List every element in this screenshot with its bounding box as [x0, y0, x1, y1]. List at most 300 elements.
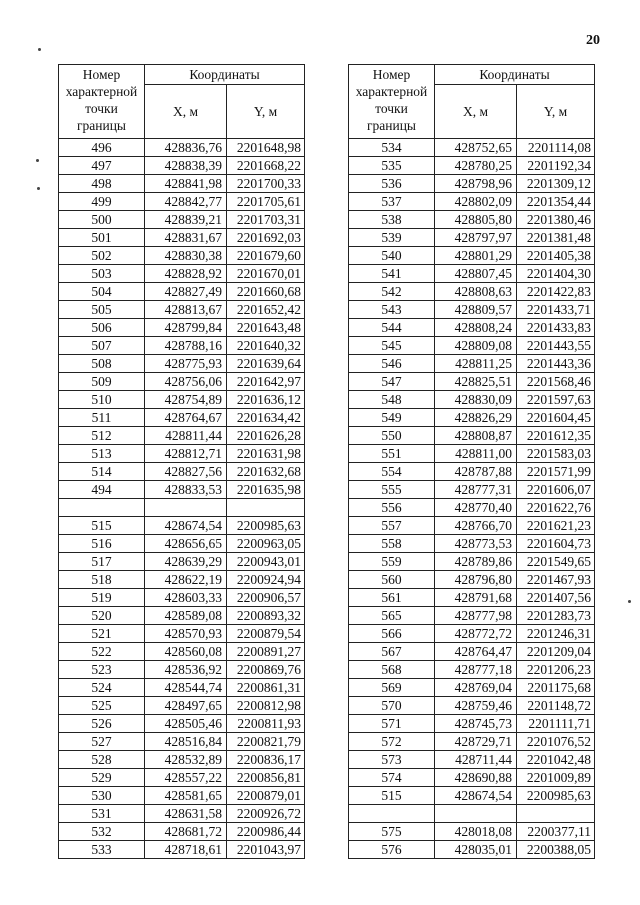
table-row	[349, 463, 595, 481]
table-row	[349, 265, 595, 283]
point-number-cell: 572	[349, 733, 435, 751]
table-row	[59, 625, 305, 643]
x-coordinate-cell: 428690,88	[435, 769, 517, 787]
y-coordinate-cell: 2200388,05	[517, 841, 595, 859]
y-coordinate-cell: 2201422,83	[517, 283, 595, 301]
x-coordinate-cell: 428827,49	[145, 283, 227, 301]
y-coordinate-cell: 2201043,97	[227, 841, 305, 859]
x-coordinate-cell: 428809,57	[435, 301, 517, 319]
x-coordinate-cell: 428536,92	[145, 661, 227, 679]
y-coordinate-cell: 2200879,01	[227, 787, 305, 805]
point-number-cell: 497	[59, 157, 145, 175]
x-coordinate-cell: 428516,84	[145, 733, 227, 751]
x-coordinate-cell: 428808,63	[435, 283, 517, 301]
y-coordinate-cell: 2200926,72	[227, 805, 305, 823]
x-coordinate-cell: 428754,89	[145, 391, 227, 409]
table-row	[59, 769, 305, 787]
table-row	[349, 283, 595, 301]
point-number-cell: 529	[59, 769, 145, 787]
y-coordinate-cell: 2200836,17	[227, 751, 305, 769]
point-number-cell: 571	[349, 715, 435, 733]
table-row	[349, 751, 595, 769]
header-point-number: Номер характерной точки границы	[349, 65, 435, 139]
table-row	[59, 715, 305, 733]
y-coordinate-cell: 2201643,48	[227, 319, 305, 337]
header-coordinates: Координаты	[145, 65, 305, 85]
y-coordinate-cell: 2201246,31	[517, 625, 595, 643]
x-coordinate-cell: 428797,97	[435, 229, 517, 247]
y-coordinate-cell: 2201703,31	[227, 211, 305, 229]
coordinates-table-right	[348, 64, 595, 859]
point-number-cell: 573	[349, 751, 435, 769]
point-number-cell: 576	[349, 841, 435, 859]
x-coordinate-cell: 428842,77	[145, 193, 227, 211]
table-row	[59, 553, 305, 571]
y-coordinate-cell: 2200879,54	[227, 625, 305, 643]
x-coordinate-cell: 428681,72	[145, 823, 227, 841]
table-row	[349, 679, 595, 697]
y-coordinate-cell: 2201652,42	[227, 301, 305, 319]
table-row	[59, 265, 305, 283]
coordinates-table-left	[58, 64, 305, 859]
point-number-cell: 528	[59, 751, 145, 769]
point-number-cell	[59, 499, 145, 517]
table-row	[349, 193, 595, 211]
x-coordinate-cell: 428802,09	[435, 193, 517, 211]
y-coordinate-cell	[517, 805, 595, 823]
x-coordinate-cell: 428674,54	[435, 787, 517, 805]
y-coordinate-cell: 2201433,83	[517, 319, 595, 337]
point-number-cell: 518	[59, 571, 145, 589]
y-coordinate-cell: 2201606,07	[517, 481, 595, 499]
table-row	[59, 175, 305, 193]
scan-artifact-dot	[37, 187, 40, 190]
x-coordinate-cell: 428830,38	[145, 247, 227, 265]
x-coordinate-cell: 428603,33	[145, 589, 227, 607]
point-number-cell: 498	[59, 175, 145, 193]
table-row	[59, 643, 305, 661]
x-coordinate-cell: 428674,54	[145, 517, 227, 535]
point-number-cell: 557	[349, 517, 435, 535]
point-number-cell: 515	[349, 787, 435, 805]
x-coordinate-cell: 428622,19	[145, 571, 227, 589]
y-coordinate-cell: 2201206,23	[517, 661, 595, 679]
table-row	[59, 697, 305, 715]
y-coordinate-cell: 2201700,33	[227, 175, 305, 193]
table-row	[59, 517, 305, 535]
point-number-cell: 494	[59, 481, 145, 499]
y-coordinate-cell: 2200986,44	[227, 823, 305, 841]
table-row	[59, 535, 305, 553]
table-row	[349, 715, 595, 733]
point-number-cell: 520	[59, 607, 145, 625]
x-coordinate-cell: 428825,51	[435, 373, 517, 391]
y-coordinate-cell	[227, 499, 305, 517]
y-coordinate-cell: 2200943,01	[227, 553, 305, 571]
table-row	[349, 427, 595, 445]
y-coordinate-cell: 2200963,05	[227, 535, 305, 553]
y-coordinate-cell: 2201571,99	[517, 463, 595, 481]
table-row	[59, 787, 305, 805]
x-coordinate-cell: 428718,61	[145, 841, 227, 859]
y-coordinate-cell: 2201407,56	[517, 589, 595, 607]
point-number-cell: 519	[59, 589, 145, 607]
y-coordinate-cell: 2200821,79	[227, 733, 305, 751]
y-coordinate-cell: 2201612,35	[517, 427, 595, 445]
point-number-cell: 570	[349, 697, 435, 715]
point-number-cell: 555	[349, 481, 435, 499]
scan-artifact-dot	[38, 48, 41, 51]
y-coordinate-cell: 2201622,76	[517, 499, 595, 517]
y-coordinate-cell: 2201668,22	[227, 157, 305, 175]
table-row	[349, 139, 595, 157]
table-row	[349, 733, 595, 751]
table-row	[59, 301, 305, 319]
point-number-cell: 511	[59, 409, 145, 427]
x-coordinate-cell: 428772,72	[435, 625, 517, 643]
x-coordinate-cell: 428798,96	[435, 175, 517, 193]
table-row	[349, 607, 595, 625]
point-number-cell: 537	[349, 193, 435, 211]
table-row	[349, 445, 595, 463]
point-number-cell: 546	[349, 355, 435, 373]
point-number-cell: 542	[349, 283, 435, 301]
page-number: 20	[586, 33, 600, 48]
table-row	[349, 409, 595, 427]
y-coordinate-cell: 2201635,98	[227, 481, 305, 499]
point-number-cell: 548	[349, 391, 435, 409]
header-y: Y, м	[517, 85, 595, 139]
scan-artifact-dot	[628, 600, 631, 603]
x-coordinate-cell: 428788,16	[145, 337, 227, 355]
table-row	[59, 247, 305, 265]
y-coordinate-cell: 2201626,28	[227, 427, 305, 445]
table-row	[59, 589, 305, 607]
point-number-cell: 502	[59, 247, 145, 265]
table-row	[59, 391, 305, 409]
header-x: X, м	[435, 85, 517, 139]
x-coordinate-cell: 428759,46	[435, 697, 517, 715]
y-coordinate-cell: 2201705,61	[227, 193, 305, 211]
x-coordinate-cell: 428764,67	[145, 409, 227, 427]
y-coordinate-cell: 2201597,63	[517, 391, 595, 409]
x-coordinate-cell: 428766,70	[435, 517, 517, 535]
point-number-cell: 522	[59, 643, 145, 661]
table-row	[349, 229, 595, 247]
table-row	[59, 211, 305, 229]
x-coordinate-cell: 428808,24	[435, 319, 517, 337]
table-row	[59, 499, 305, 517]
table-row	[59, 481, 305, 499]
table-row	[59, 841, 305, 859]
x-coordinate-cell: 428791,68	[435, 589, 517, 607]
point-number-cell: 508	[59, 355, 145, 373]
table-row	[349, 175, 595, 193]
x-coordinate-cell: 428544,74	[145, 679, 227, 697]
x-coordinate-cell: 428770,40	[435, 499, 517, 517]
point-number-cell: 566	[349, 625, 435, 643]
table-row	[349, 211, 595, 229]
point-number-cell: 531	[59, 805, 145, 823]
point-number-cell: 513	[59, 445, 145, 463]
table-row	[349, 535, 595, 553]
point-number-cell: 512	[59, 427, 145, 445]
x-coordinate-cell: 428826,29	[435, 409, 517, 427]
y-coordinate-cell: 2201640,32	[227, 337, 305, 355]
header-x: X, м	[145, 85, 227, 139]
y-coordinate-cell: 2201433,71	[517, 301, 595, 319]
table-row	[59, 427, 305, 445]
point-number-cell: 574	[349, 769, 435, 787]
x-coordinate-cell: 428787,88	[435, 463, 517, 481]
x-coordinate-cell: 428752,65	[435, 139, 517, 157]
table-row	[349, 571, 595, 589]
table-row	[349, 499, 595, 517]
point-number-cell: 503	[59, 265, 145, 283]
point-number-cell: 541	[349, 265, 435, 283]
x-coordinate-cell: 428775,93	[145, 355, 227, 373]
header-coordinates: Координаты	[435, 65, 595, 85]
point-number-cell: 545	[349, 337, 435, 355]
point-number-cell: 504	[59, 283, 145, 301]
table-row	[349, 841, 595, 859]
table-row	[349, 391, 595, 409]
point-number-cell: 517	[59, 553, 145, 571]
y-coordinate-cell: 2200861,31	[227, 679, 305, 697]
x-coordinate-cell: 428836,76	[145, 139, 227, 157]
x-coordinate-cell: 428811,44	[145, 427, 227, 445]
y-coordinate-cell: 2200377,11	[517, 823, 595, 841]
table-row	[59, 823, 305, 841]
y-coordinate-cell: 2201114,08	[517, 139, 595, 157]
point-number-cell: 532	[59, 823, 145, 841]
x-coordinate-cell: 428745,73	[435, 715, 517, 733]
point-number-cell: 500	[59, 211, 145, 229]
x-coordinate-cell: 428769,04	[435, 679, 517, 697]
x-coordinate-cell: 428841,98	[145, 175, 227, 193]
x-coordinate-cell: 428796,80	[435, 571, 517, 589]
point-number-cell: 524	[59, 679, 145, 697]
table-row	[59, 733, 305, 751]
point-number-cell: 549	[349, 409, 435, 427]
table-row	[59, 193, 305, 211]
table-row	[349, 373, 595, 391]
table-row	[349, 481, 595, 499]
point-number-cell: 533	[59, 841, 145, 859]
x-coordinate-cell: 428777,31	[435, 481, 517, 499]
table-row	[59, 337, 305, 355]
x-coordinate-cell: 428813,67	[145, 301, 227, 319]
y-coordinate-cell: 2201404,30	[517, 265, 595, 283]
point-number-cell: 496	[59, 139, 145, 157]
y-coordinate-cell: 2201660,68	[227, 283, 305, 301]
point-number-cell: 515	[59, 517, 145, 535]
y-coordinate-cell: 2201111,71	[517, 715, 595, 733]
x-coordinate-cell: 428532,89	[145, 751, 227, 769]
x-coordinate-cell: 428780,25	[435, 157, 517, 175]
y-coordinate-cell: 2201692,03	[227, 229, 305, 247]
point-number-cell: 525	[59, 697, 145, 715]
table-row	[59, 229, 305, 247]
y-coordinate-cell: 2201568,46	[517, 373, 595, 391]
y-coordinate-cell: 2201634,42	[227, 409, 305, 427]
point-number-cell: 499	[59, 193, 145, 211]
x-coordinate-cell: 428773,53	[435, 535, 517, 553]
x-coordinate-cell: 428570,93	[145, 625, 227, 643]
x-coordinate-cell: 428808,87	[435, 427, 517, 445]
point-number-cell: 514	[59, 463, 145, 481]
x-coordinate-cell: 428811,00	[435, 445, 517, 463]
x-coordinate-cell	[435, 805, 517, 823]
table-row	[349, 787, 595, 805]
y-coordinate-cell: 2200869,76	[227, 661, 305, 679]
point-number-cell: 550	[349, 427, 435, 445]
x-coordinate-cell: 428497,65	[145, 697, 227, 715]
x-coordinate-cell: 428557,22	[145, 769, 227, 787]
table-row	[349, 355, 595, 373]
y-coordinate-cell: 2200924,94	[227, 571, 305, 589]
y-coordinate-cell: 2201621,23	[517, 517, 595, 535]
point-number-cell: 547	[349, 373, 435, 391]
table-row	[59, 139, 305, 157]
table-row	[59, 373, 305, 391]
y-coordinate-cell: 2200985,63	[227, 517, 305, 535]
y-coordinate-cell: 2201192,34	[517, 157, 595, 175]
y-coordinate-cell: 2201632,68	[227, 463, 305, 481]
y-coordinate-cell: 2200812,98	[227, 697, 305, 715]
table-row	[349, 697, 595, 715]
y-coordinate-cell: 2201283,73	[517, 607, 595, 625]
y-coordinate-cell: 2200891,27	[227, 643, 305, 661]
table-row	[349, 589, 595, 607]
header-point-number: Номер характерной точки границы	[59, 65, 145, 139]
table-row	[59, 571, 305, 589]
point-number-cell: 516	[59, 535, 145, 553]
table-row	[349, 823, 595, 841]
point-number-cell: 509	[59, 373, 145, 391]
point-number-cell: 560	[349, 571, 435, 589]
point-number-cell: 569	[349, 679, 435, 697]
y-coordinate-cell: 2201679,60	[227, 247, 305, 265]
x-coordinate-cell: 428505,46	[145, 715, 227, 733]
table-row	[59, 805, 305, 823]
point-number-cell: 507	[59, 337, 145, 355]
y-coordinate-cell: 2201175,68	[517, 679, 595, 697]
y-coordinate-cell: 2201148,72	[517, 697, 595, 715]
x-coordinate-cell: 428777,18	[435, 661, 517, 679]
table-body-left	[59, 139, 305, 859]
table-row	[59, 751, 305, 769]
point-number-cell: 534	[349, 139, 435, 157]
point-number-cell: 568	[349, 661, 435, 679]
x-coordinate-cell: 428560,08	[145, 643, 227, 661]
y-coordinate-cell: 2200985,63	[517, 787, 595, 805]
x-coordinate-cell: 428729,71	[435, 733, 517, 751]
y-coordinate-cell: 2201009,89	[517, 769, 595, 787]
scan-artifact-dot	[36, 159, 39, 162]
x-coordinate-cell: 428656,65	[145, 535, 227, 553]
table-row	[349, 625, 595, 643]
x-coordinate-cell	[145, 499, 227, 517]
y-coordinate-cell: 2201549,65	[517, 553, 595, 571]
x-coordinate-cell: 428777,98	[435, 607, 517, 625]
x-coordinate-cell: 428827,56	[145, 463, 227, 481]
point-number-cell: 536	[349, 175, 435, 193]
x-coordinate-cell: 428809,08	[435, 337, 517, 355]
point-number-cell: 523	[59, 661, 145, 679]
y-coordinate-cell: 2201583,03	[517, 445, 595, 463]
y-coordinate-cell: 2201354,44	[517, 193, 595, 211]
table-body-right	[349, 139, 595, 859]
point-number-cell: 558	[349, 535, 435, 553]
point-number-cell: 575	[349, 823, 435, 841]
y-coordinate-cell: 2201380,46	[517, 211, 595, 229]
x-coordinate-cell: 428756,06	[145, 373, 227, 391]
point-number-cell: 527	[59, 733, 145, 751]
point-number-cell: 544	[349, 319, 435, 337]
point-number-cell: 505	[59, 301, 145, 319]
x-coordinate-cell: 428839,21	[145, 211, 227, 229]
y-coordinate-cell: 2201405,38	[517, 247, 595, 265]
point-number-cell: 567	[349, 643, 435, 661]
y-coordinate-cell: 2201636,12	[227, 391, 305, 409]
x-coordinate-cell: 428711,44	[435, 751, 517, 769]
y-coordinate-cell: 2201639,64	[227, 355, 305, 373]
x-coordinate-cell: 428789,86	[435, 553, 517, 571]
y-coordinate-cell: 2200811,93	[227, 715, 305, 733]
y-coordinate-cell: 2200893,32	[227, 607, 305, 625]
point-number-cell: 561	[349, 589, 435, 607]
y-coordinate-cell: 2200906,57	[227, 589, 305, 607]
point-number-cell: 521	[59, 625, 145, 643]
point-number-cell: 556	[349, 499, 435, 517]
point-number-cell: 538	[349, 211, 435, 229]
point-number-cell: 526	[59, 715, 145, 733]
table-row	[349, 247, 595, 265]
point-number-cell: 535	[349, 157, 435, 175]
y-coordinate-cell: 2201467,93	[517, 571, 595, 589]
y-coordinate-cell: 2201642,97	[227, 373, 305, 391]
point-number-cell: 510	[59, 391, 145, 409]
table-row	[349, 643, 595, 661]
y-coordinate-cell: 2200856,81	[227, 769, 305, 787]
table-row	[59, 355, 305, 373]
point-number-cell: 559	[349, 553, 435, 571]
table-row	[349, 319, 595, 337]
table-row	[349, 157, 595, 175]
table-row	[349, 769, 595, 787]
x-coordinate-cell: 428764,47	[435, 643, 517, 661]
y-coordinate-cell: 2201604,73	[517, 535, 595, 553]
table-row	[59, 157, 305, 175]
table-row	[349, 517, 595, 535]
x-coordinate-cell: 428838,39	[145, 157, 227, 175]
x-coordinate-cell: 428830,09	[435, 391, 517, 409]
point-number-cell: 540	[349, 247, 435, 265]
y-coordinate-cell: 2201631,98	[227, 445, 305, 463]
table-row	[59, 679, 305, 697]
x-coordinate-cell: 428018,08	[435, 823, 517, 841]
table-row	[349, 805, 595, 823]
y-coordinate-cell: 2201443,36	[517, 355, 595, 373]
y-coordinate-cell: 2201670,01	[227, 265, 305, 283]
y-coordinate-cell: 2201648,98	[227, 139, 305, 157]
point-number-cell: 554	[349, 463, 435, 481]
point-number-cell: 543	[349, 301, 435, 319]
table-row	[59, 607, 305, 625]
y-coordinate-cell: 2201209,04	[517, 643, 595, 661]
table-row	[59, 445, 305, 463]
